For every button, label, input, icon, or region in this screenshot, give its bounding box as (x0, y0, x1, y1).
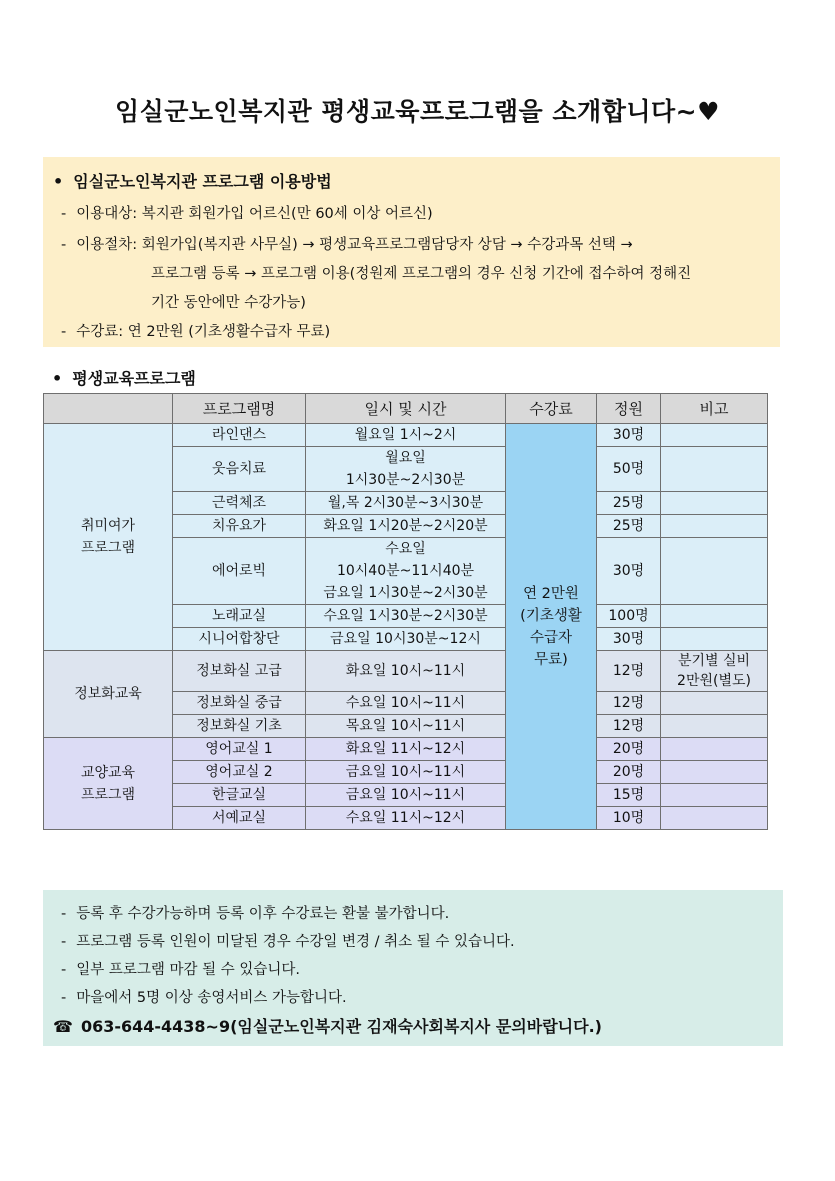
program-name: 치유요가 (173, 515, 306, 538)
fee-cell (506, 424, 597, 830)
column-header-name: 프로그램명 (173, 394, 306, 424)
program-name: 정보화실 중급 (173, 692, 306, 715)
program-section-heading-text: 평생교육프로그램 (72, 369, 196, 388)
program-note (661, 692, 768, 715)
usage-process-label: 이용절차: (76, 237, 138, 253)
program-time: 목요일 10시~11시 (306, 715, 506, 738)
program-capacity: 20명 (597, 761, 661, 784)
column-header-time: 일시 및 시간 (306, 394, 506, 424)
program-time: 화요일 10시~11시 (306, 651, 506, 692)
program-time-line: 10시40분~11시40분 (336, 563, 475, 579)
dash-marker: - (61, 934, 67, 950)
notice-item (61, 986, 347, 1007)
program-capacity: 12명 (597, 651, 661, 692)
program-name: 노래교실 (173, 605, 306, 628)
program-capacity: 50명 (597, 447, 661, 492)
program-capacity: 30명 (597, 538, 661, 605)
category-cell-culture (44, 738, 173, 830)
program-time (306, 447, 506, 492)
column-header-category (44, 394, 173, 424)
program-capacity: 30명 (597, 628, 661, 651)
program-time: 금요일 10시~11시 (306, 784, 506, 807)
program-capacity: 30명 (597, 424, 661, 447)
usage-info-box (43, 157, 780, 347)
usage-fee-label: 수강료: (76, 324, 124, 340)
notice-box (43, 890, 783, 1046)
program-note (661, 538, 768, 605)
usage-target-label: 이용대상: (76, 206, 138, 222)
program-note (661, 447, 768, 492)
usage-process-line-2: 프로그램 등록 → 프로그램 이용(정원제 프로그램의 경우 신청 기간에 접수하여 정해진 (151, 266, 692, 282)
program-section-heading (52, 366, 196, 389)
program-note (661, 738, 768, 761)
table-row (44, 651, 768, 692)
program-time: 화요일 11시~12시 (306, 738, 506, 761)
contact-line (53, 1014, 602, 1037)
dash-marker: - (61, 206, 67, 222)
column-header-note: 비고 (661, 394, 768, 424)
category-label: 프로그램 (80, 540, 136, 556)
program-name: 근력체조 (173, 492, 306, 515)
program-capacity: 20명 (597, 738, 661, 761)
fee-text: 수급자 (529, 629, 573, 646)
program-time: 금요일 10시~11시 (306, 761, 506, 784)
program-name: 웃음치료 (173, 447, 306, 492)
program-time-line: 월요일 (385, 450, 426, 466)
program-capacity: 10명 (597, 807, 661, 830)
program-time: 월,목 2시30분~3시30분 (306, 492, 506, 515)
category-label: 교양교육 (80, 764, 136, 781)
contact-text: 063-644-4438~9(임실군노인복지관 김재숙사회복지사 문의바랍니다.) (80, 1017, 602, 1036)
notice-text: 일부 프로그램 마감 될 수 있습니다. (76, 962, 300, 978)
notice-text: 등록 후 수강가능하며 등록 이후 수강료는 환불 불가합니다. (76, 906, 450, 922)
category-label: 취미여가 (80, 518, 136, 534)
page-title: 임실군노인복지관 평생교육프로그램을 소개합니다~♥ (114, 97, 721, 126)
program-time: 금요일 10시30분~12시 (306, 628, 506, 651)
program-time: 수요일 11시~12시 (306, 807, 506, 830)
usage-target (61, 202, 433, 223)
category-label: 프로그램 (80, 786, 136, 803)
program-capacity: 12명 (597, 715, 661, 738)
program-name: 서예교실 (173, 807, 306, 830)
program-time: 화요일 1시20분~2시20분 (306, 515, 506, 538)
program-time: 월요일 1시~2시 (306, 424, 506, 447)
dash-marker: - (61, 906, 67, 922)
phone-icon: ☎ (53, 1017, 73, 1036)
program-note (661, 761, 768, 784)
usage-fee-value: 연 2만원 (기초생활수급자 무료) (127, 324, 331, 340)
usage-heading-text: 임실군노인복지관 프로그램 이용방법 (73, 172, 332, 191)
program-time-line: 수요일 (385, 541, 426, 557)
notice-item (61, 958, 300, 979)
program-name: 영어교실 1 (173, 738, 306, 761)
notice-item (61, 902, 449, 923)
usage-fee (61, 320, 330, 341)
program-note (661, 515, 768, 538)
program-name: 에어로빅 (173, 538, 306, 605)
usage-process-line-3: 기간 동안에만 수강가능) (151, 295, 306, 311)
notice-item (61, 930, 515, 951)
dash-marker: - (61, 324, 67, 340)
program-name: 영어교실 2 (173, 761, 306, 784)
program-note (661, 651, 768, 692)
program-note (661, 492, 768, 515)
bullet-icon: • (52, 369, 63, 388)
table-header-row (44, 394, 768, 424)
program-name: 한글교실 (173, 784, 306, 807)
table-row (44, 738, 768, 761)
fee-text: 연 2만원 (523, 585, 579, 602)
table-row (44, 424, 768, 447)
usage-heading (53, 169, 332, 192)
program-note-line: 분기별 실비 (677, 653, 751, 669)
category-cell-info: 정보화교육 (44, 651, 173, 738)
program-capacity: 25명 (597, 492, 661, 515)
program-name: 정보화실 고급 (173, 651, 306, 692)
program-name: 시니어합창단 (173, 628, 306, 651)
column-header-capacity: 정원 (597, 394, 661, 424)
usage-process (61, 233, 633, 254)
program-capacity: 12명 (597, 692, 661, 715)
program-name: 라인댄스 (173, 424, 306, 447)
program-note (661, 807, 768, 830)
program-time: 수요일 10시~11시 (306, 692, 506, 715)
usage-target-value: 복지관 회원가입 어르신(만 60세 이상 어르신) (141, 206, 433, 222)
notice-text: 프로그램 등록 인원이 미달된 경우 수강일 변경 / 취소 될 수 있습니다. (76, 934, 515, 950)
dash-marker: - (61, 990, 67, 1006)
program-capacity: 100명 (597, 605, 661, 628)
program-table (43, 393, 768, 830)
program-time (306, 538, 506, 605)
program-note (661, 715, 768, 738)
dash-marker: - (61, 237, 67, 253)
dash-marker: - (61, 962, 67, 978)
program-time-line: 1시30분~2시30분 (345, 472, 466, 488)
program-note (661, 628, 768, 651)
program-capacity: 15명 (597, 784, 661, 807)
usage-process-line-1: 회원가입(복지관 사무실) → 평생교육프로그램담당자 상담 → 수강과목 선택 → (141, 237, 633, 253)
column-header-fee: 수강료 (506, 394, 597, 424)
program-time: 수요일 1시30분~2시30분 (306, 605, 506, 628)
bullet-icon: • (53, 172, 64, 191)
program-note (661, 784, 768, 807)
program-note (661, 424, 768, 447)
program-note (661, 605, 768, 628)
category-cell-hobby (44, 424, 173, 651)
fee-text: 무료) (534, 651, 568, 668)
notice-text: 마을에서 5명 이상 송영서비스 가능합니다. (76, 990, 347, 1006)
fee-text: (기초생활 (520, 607, 582, 624)
program-time-line: 금요일 1시30분~2시30분 (323, 585, 488, 601)
program-capacity: 25명 (597, 515, 661, 538)
program-name: 정보화실 기초 (173, 715, 306, 738)
program-note-line: 2만원(별도) (677, 673, 751, 689)
